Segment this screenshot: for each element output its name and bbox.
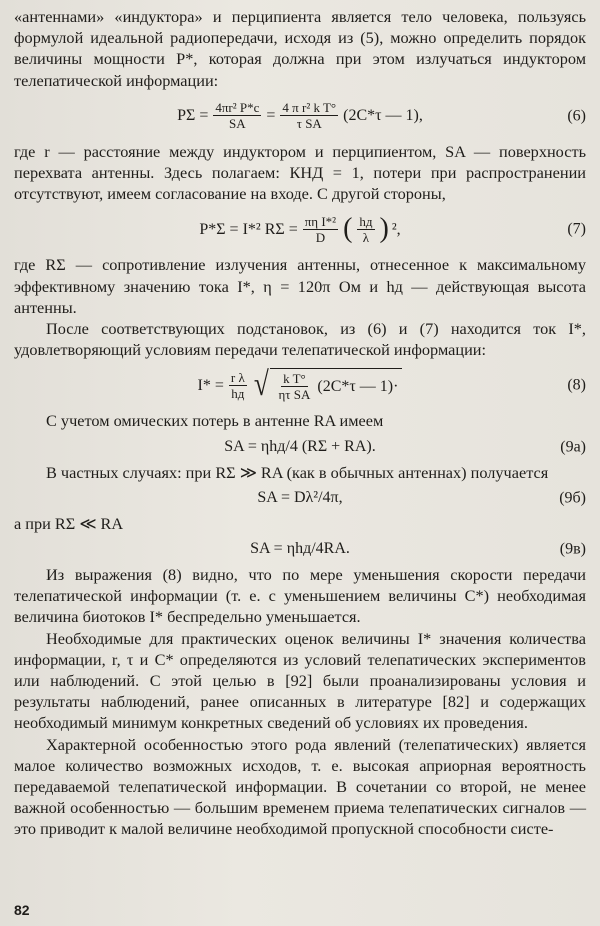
eq7-right-paren: ): [379, 213, 389, 245]
eq9c-number: (9в): [559, 540, 586, 558]
paragraph-3: где RΣ — сопротивление излучения антенны, отнесенное к максимальному эффективному значению тока I*, η = 120π Ом и hд — действующая высота антенны.: [14, 255, 586, 317]
eq8-number: (8): [567, 376, 586, 394]
eq6-frac1-numerator: 4πr² P*c: [215, 100, 260, 116]
page-number: 82: [14, 902, 30, 918]
paragraph-8: Из выражения (8) видно, что по мере уменьшения скорости передачи телепатической информации (т. е. с уменьшением величины C*) необходимая величина биотоков I* беспредельно уменьшается.: [14, 565, 586, 627]
equation-9a: [14, 434, 586, 460]
text-column: [14, 6, 586, 840]
eq6-frac2-denominator: τ SA: [296, 116, 322, 132]
paragraph-2: где r — расстояние между индуктором и перципиентом, SA — поверхность перехвата антенны. Здесь полагаем: КНД = 1, потери при распространении отсутствуют, имеем согласование на входе. С другой стороны,: [14, 141, 586, 204]
paragraph-1: «антеннами» «индуктора» и перципиента является тело человека, пользуясь формулой идеальной радиопередачи, исходя из (5), можно определить порядок величины мощности P*, которая должна при этом излучаться индуктором телепатической информации:: [14, 7, 586, 90]
eq6-number: (6): [567, 107, 586, 125]
eq9a-text: SA = ηhд/4 (RΣ + RA).: [224, 438, 376, 456]
paragraph-10: Характерной особенностью этого рода явлений (телепатических) является малое количество возможных исходов, т. е. высокая априорная вероятность передаваемой телепатической информации. В сочетании со второй, не менее важной особенностью — большим временем приема телепатических сигналов — это приводит к малой величине необходимой пропускной способности систе-: [14, 734, 586, 839]
eq9b-number: (9б): [559, 489, 586, 507]
eq8-frac-denominator: hд: [231, 385, 245, 401]
eq7-frac-numerator: πη I*²: [304, 213, 337, 229]
paragraph-9: Необходимые для практических оценок величины I* значения количества информации, r, τ и C* определяются из условий телепатических экспериментов или наблюдений. С этой целью в [92] были проанализированы условия и результаты наблюдений, ранее описанных в литературе [82] и содержащих необходимый минимум конкретных сведений об условиях их проведения.: [14, 628, 586, 733]
eq6-tail: (2C*τ — 1),: [343, 107, 423, 125]
eq9c-text: SA = ηhд/4RA.: [250, 540, 350, 558]
eq8-root-tail: (2C*τ — 1)·: [317, 378, 399, 396]
eq8-square-root: [252, 368, 403, 402]
paragraph-6: В частных случаях: при RΣ ≫ RA (как в обычных антеннах) получается: [46, 462, 549, 482]
eq7-frac-denominator: D: [315, 229, 326, 245]
eq7-paren-numerator: hд: [359, 213, 373, 229]
equation-9b: [14, 485, 586, 511]
eq9b-text: SA = Dλ²/4π,: [257, 489, 343, 507]
equation-6: [14, 93, 586, 139]
eq6-frac1-denominator: SA: [229, 116, 246, 132]
paragraph-7: а при RΣ ≪ RA: [14, 513, 124, 533]
equation-7: [14, 206, 586, 252]
eq6-lhs: PΣ =: [177, 107, 209, 125]
eq8-root-denominator: ητ SA: [278, 387, 311, 403]
eq6-equals: =: [266, 107, 276, 125]
eq8-frac-numerator: r λ: [230, 369, 245, 385]
equation-8: [14, 362, 586, 408]
eq8-lhs: I* =: [197, 376, 224, 394]
eq7-paren-denominator: λ: [362, 229, 370, 245]
eq7-tail: ²,: [391, 220, 401, 238]
equation-9c: [14, 536, 586, 562]
eq7-left-paren: (: [343, 213, 353, 245]
paragraph-5: С учетом омических потерь в антенне RA имеем: [46, 411, 384, 431]
eq8-root-numerator: k T°: [283, 371, 306, 387]
eq7-number: (7): [567, 220, 586, 238]
eq6-frac2-numerator: 4 π r² k T°: [282, 100, 337, 116]
radical-icon: √: [253, 366, 269, 404]
eq7-lhs: P*Σ = I*² RΣ =: [199, 220, 298, 238]
paragraph-4: После соответствующих подстановок, из (6) и (7) находится ток I*, удовлетворяющий условиям передачи телепатической информации:: [14, 319, 586, 360]
eq9a-number: (9а): [560, 438, 586, 456]
